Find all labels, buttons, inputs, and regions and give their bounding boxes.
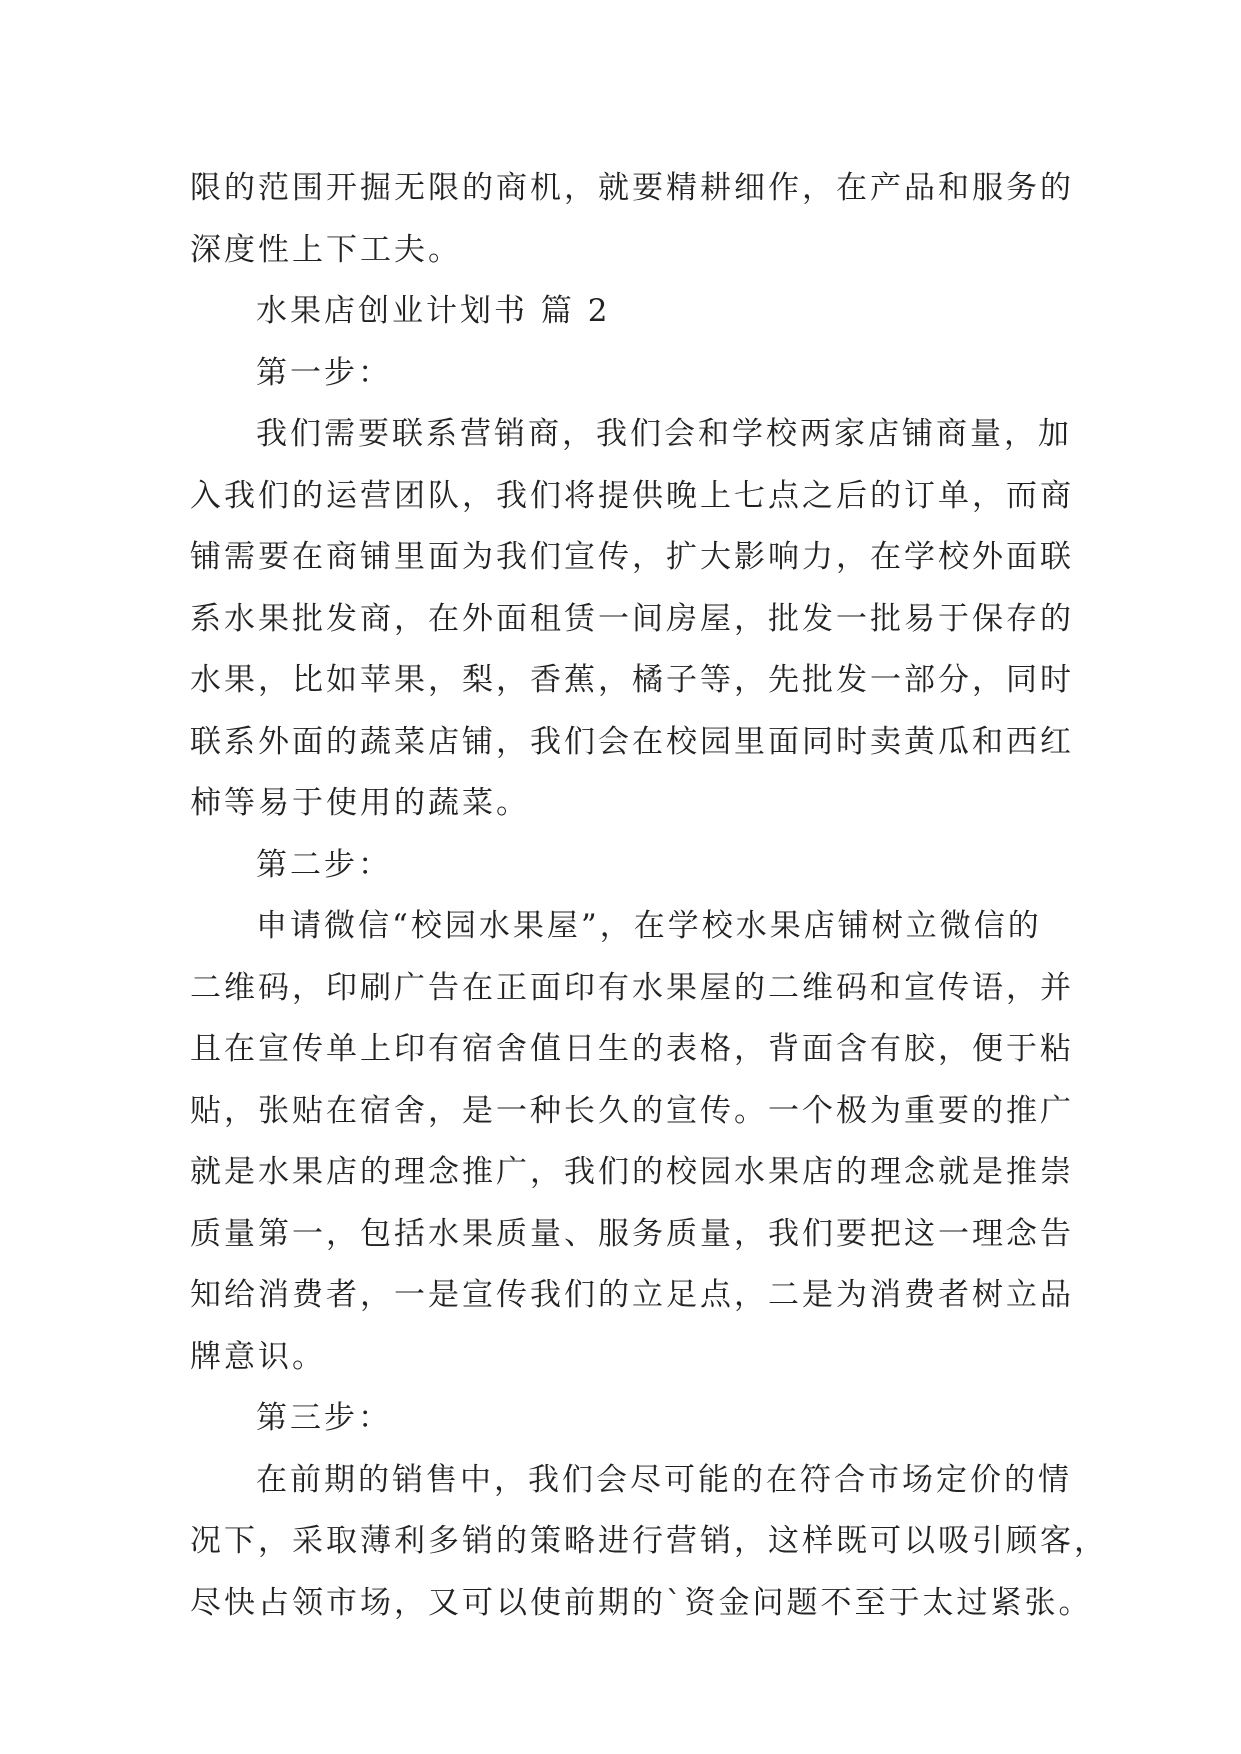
- text-line: 第二步：: [256, 846, 392, 883]
- text-line: 深度性上下工夫。: [190, 231, 462, 268]
- text-line: 二维码，印刷广告在正面印有水果屋的二维码和宣传语，并: [190, 969, 1074, 1006]
- text-line: 我们需要联系营销商，我们会和学校两家店铺商量，加: [256, 416, 1072, 452]
- text-line: 且在宣传单上印有宿舍值日生的表格，背面含有胶，便于粘: [190, 1031, 1074, 1067]
- text-line: 柿等易于使用的蔬菜。: [190, 785, 530, 821]
- text-line: 铺需要在商铺里面为我们宣传，扩大影响力，在学校外面联: [190, 539, 1074, 575]
- text-line: 尽快占领市场，又可以使前期的`资金问题不至于太过紧张。: [190, 1584, 1093, 1621]
- text-line: 第一步：: [256, 354, 392, 391]
- text-line: 入我们的运营团队，我们将提供晚上七点之后的订单，而商: [190, 477, 1074, 514]
- text-line: 系水果批发商，在外面租赁一间房屋，批发一批易于保存的: [190, 600, 1074, 637]
- text-line: 申请微信“校园水果屋”，在学校水果店铺树立微信的: [256, 908, 1042, 944]
- text-line: 限的范围开掘无限的商机，就要精耕细作，在产品和服务的: [190, 170, 1074, 206]
- text-line: 水果店创业计划书 篇 2: [256, 293, 611, 329]
- text-line: 联系外面的蔬菜店铺，我们会在校园里面同时卖黄瓜和西红: [190, 723, 1074, 760]
- text-line: 贴，张贴在宿舍，是一种长久的宣传。一个极为重要的推广: [190, 1092, 1074, 1129]
- text-line: 牌意识。: [190, 1338, 326, 1375]
- text-line: 况下，采取薄利多销的策略进行营销，这样既可以吸引顾客，: [190, 1523, 1108, 1559]
- text-line: 知给消费者，一是宣传我们的立足点，二是为消费者树立品: [190, 1277, 1074, 1313]
- text-line: 质量第一，包括水果质量、服务质量，我们要把这一理念告: [190, 1215, 1074, 1252]
- text-line: 在前期的销售中，我们会尽可能的在符合市场定价的情: [256, 1461, 1072, 1498]
- text-line: 就是水果店的理念推广，我们的校园水果店的理念就是推崇: [190, 1154, 1074, 1190]
- document-body: [190, 158, 1108, 1634]
- text-line: 第三步：: [256, 1400, 392, 1436]
- text-line: 水果，比如苹果，梨，香蕉，橘子等，先批发一部分，同时: [190, 662, 1074, 698]
